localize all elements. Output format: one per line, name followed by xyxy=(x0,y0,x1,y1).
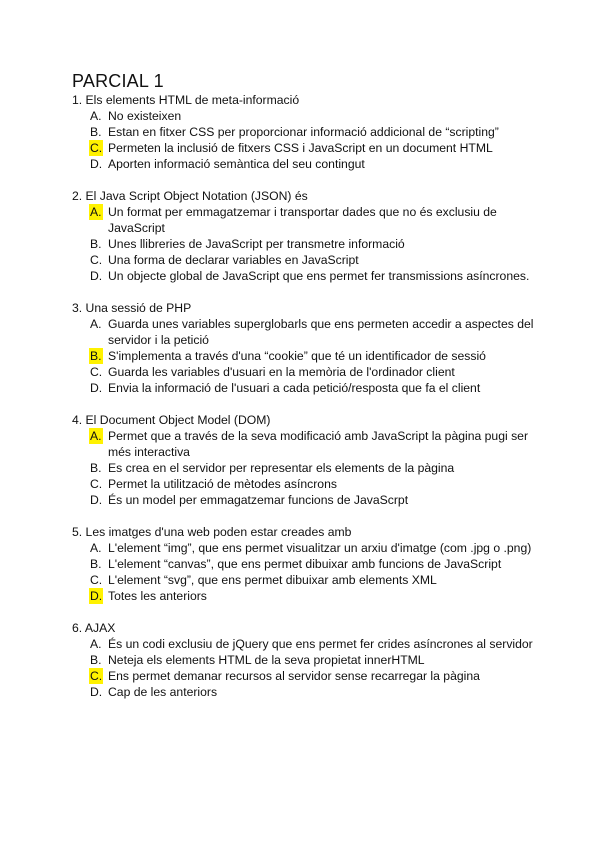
option-text: Estan en fitxer CSS per proporcionar informació addicional de “scripting” xyxy=(108,125,499,139)
option-letter: C. xyxy=(90,477,103,491)
answer-option xyxy=(72,124,542,140)
option-letter: A. xyxy=(90,317,102,331)
option-text: L'element “canvas”, que ens permet dibuixar amb funcions de JavaScript xyxy=(108,557,502,571)
option-letter: C. xyxy=(90,253,103,267)
answer-option xyxy=(72,316,542,348)
question-6 xyxy=(72,620,542,700)
answer-option xyxy=(72,428,542,460)
answer-option xyxy=(72,140,542,156)
option-text: Permet que a través de la seva modificació amb JavaScript la pàgina pugi ser més interactiva xyxy=(108,429,529,459)
option-text: L'element “svg”, que ens permet dibuixar amb elements XML xyxy=(108,573,437,587)
option-text: Totes les anteriors xyxy=(108,589,207,603)
answer-options xyxy=(72,428,542,508)
correct-answer-marker: B. xyxy=(90,349,102,363)
option-text: Un objecte global de JavaScript que ens permet fer transmissions asíncrones. xyxy=(108,269,530,283)
option-text: No existeixen xyxy=(108,109,182,123)
answer-option xyxy=(72,108,542,124)
question-3 xyxy=(72,300,542,396)
question-text: 3. Una sessió de PHP xyxy=(72,301,192,315)
option-letter: B. xyxy=(90,125,102,139)
option-letter: B. xyxy=(90,653,102,667)
option-letter: A. xyxy=(90,637,102,651)
answer-option xyxy=(72,636,542,652)
correct-answer-marker: C. xyxy=(90,669,103,683)
answer-options xyxy=(72,204,542,284)
option-letter: D. xyxy=(90,493,103,507)
answer-option xyxy=(72,348,542,364)
answer-options xyxy=(72,540,542,604)
answer-option xyxy=(72,476,542,492)
question-text: 4. El Document Object Model (DOM) xyxy=(72,413,271,427)
option-text: Neteja els elements HTML de la seva propietat innerHTML xyxy=(108,653,425,667)
answer-option xyxy=(72,556,542,572)
option-letter: D. xyxy=(90,381,103,395)
option-letter: A. xyxy=(90,109,102,123)
correct-answer-marker: C. xyxy=(90,141,103,155)
answer-options xyxy=(72,636,542,700)
option-text: Envia la informació de l'usuari a cada petició/resposta que fa el client xyxy=(108,381,481,395)
option-text: Guarda les variables d'usuari en la memòria de l'ordinador client xyxy=(108,365,455,379)
answer-options xyxy=(72,108,542,172)
answer-option xyxy=(72,540,542,556)
answer-option xyxy=(72,236,542,252)
answer-option xyxy=(72,204,542,236)
option-letter: B. xyxy=(90,461,102,475)
answer-option xyxy=(72,252,542,268)
question-text: 2. El Java Script Object Notation (JSON) és xyxy=(72,189,308,203)
option-text: L'element “img”, que ens permet visualitzar un arxiu d'imatge (com .jpg o .png) xyxy=(108,541,532,555)
option-letter: D. xyxy=(90,685,103,699)
answer-option xyxy=(72,380,542,396)
option-text: Una forma de declarar variables en JavaScript xyxy=(108,253,359,267)
answer-option xyxy=(72,668,542,684)
option-letter: A. xyxy=(90,541,102,555)
question-4 xyxy=(72,412,542,508)
answer-option xyxy=(72,684,542,700)
option-text: Aporten informació semàntica del seu contingut xyxy=(108,157,365,171)
option-letter: B. xyxy=(90,237,102,251)
correct-answer-marker: A. xyxy=(90,429,102,443)
option-text: Permeten la inclusió de fitxers CSS i JavaScript en un document HTML xyxy=(108,141,493,155)
answer-option xyxy=(72,364,542,380)
answer-option xyxy=(72,492,542,508)
question-1 xyxy=(72,92,542,172)
option-letter: D. xyxy=(90,269,103,283)
answer-option xyxy=(72,460,542,476)
option-text: És un codi exclusiu de jQuery que ens permet fer crides asíncrones al servidor xyxy=(108,637,533,651)
answer-option xyxy=(72,652,542,668)
option-text: Cap de les anteriors xyxy=(108,685,218,699)
option-letter: D. xyxy=(90,157,103,171)
option-text: És un model per emmagatzemar funcions de JavaScrpt xyxy=(108,493,409,507)
option-text: Un format per emmagatzemar i transportar dades que no és exclusiu de JavaScript xyxy=(108,205,497,235)
option-text: S'implementa a través d'una “cookie” que té un identificador de sessió xyxy=(108,349,486,363)
question-text: 5. Les imatges d'una web poden estar creades amb xyxy=(72,525,352,539)
question-5 xyxy=(72,524,542,604)
correct-answer-marker: A. xyxy=(90,205,102,219)
answer-option xyxy=(72,156,542,172)
answer-option xyxy=(72,268,542,284)
answer-option xyxy=(72,588,542,604)
question-2 xyxy=(72,188,542,284)
option-text: Unes llibreries de JavaScript per transmetre informació xyxy=(108,237,405,251)
answer-option xyxy=(72,572,542,588)
option-letter: C. xyxy=(90,365,103,379)
answer-options xyxy=(72,316,542,396)
option-letter: B. xyxy=(90,557,102,571)
option-text: Es crea en el servidor per representar els elements de la pàgina xyxy=(108,461,455,475)
question-text: 1. Els elements HTML de meta-informació xyxy=(72,93,300,107)
option-letter: C. xyxy=(90,573,103,587)
page-title: PARCIAL 1 xyxy=(72,71,164,91)
option-text: Ens permet demanar recursos al servidor sense recarregar la pàgina xyxy=(108,669,480,683)
correct-answer-marker: D. xyxy=(90,589,103,603)
question-text: 6. AJAX xyxy=(72,621,116,635)
question-list xyxy=(72,92,542,716)
option-text: Guarda unes variables superglobarls que ens permeten accedir a aspectes del servidor i la petició xyxy=(108,317,534,347)
option-text: Permet la utilització de mètodes asíncrons xyxy=(108,477,337,491)
